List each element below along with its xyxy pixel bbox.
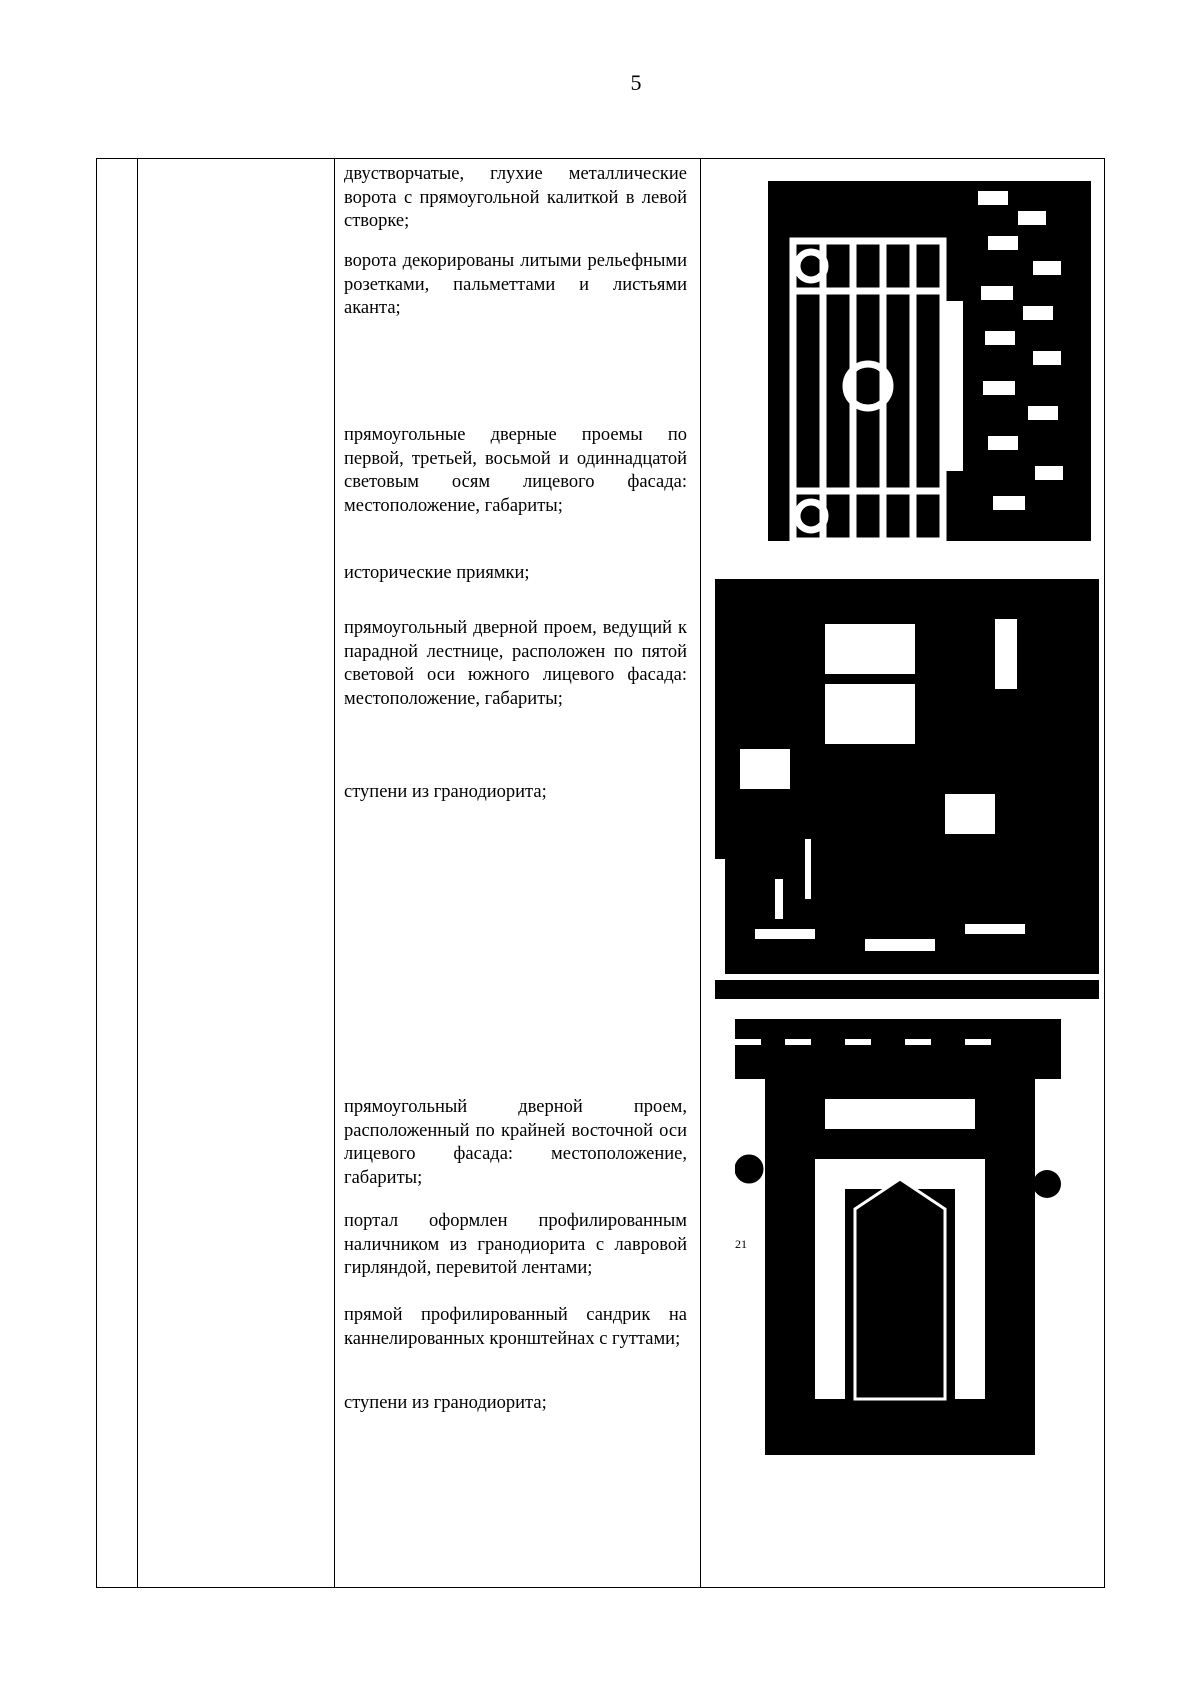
column-object-cell xyxy=(138,159,335,1588)
paragraph-stair-doorway: прямоугольный дверной проем, ведущий к парадной лестнице, расположен по пятой световой оси южного лицевого фасада: местоположение, габариты; xyxy=(344,618,687,709)
paragraph-pits: исторические приямки; xyxy=(344,563,530,583)
column-number-cell xyxy=(97,159,138,1588)
paragraph-sandrik: прямой профилированный сандрик на каннелированных кронштейнах с гуттами; xyxy=(344,1305,687,1349)
metal-gate-photo xyxy=(723,181,1091,591)
heritage-table xyxy=(96,158,1105,1588)
paragraph-gates: двустворчатые, глухие металлические ворота с прямоугольной калиткой в левой створке; xyxy=(344,164,687,231)
column-photos-cell xyxy=(701,159,1105,1588)
paragraph-doorways: прямоугольные дверные проемы по первой, третьей, восьмой и одиннадцатой световым осям лицевого фасада: местоположение, габариты; xyxy=(344,425,687,516)
page-number: 5 xyxy=(630,70,642,95)
paragraph-gate-decor: ворота декорированы литыми рельефными розетками, пальметтами и листьями аканта; xyxy=(344,251,687,318)
stair-doorway-photo xyxy=(715,579,1099,999)
column-description-cell xyxy=(335,159,701,1588)
photo-mark: 21 xyxy=(735,1237,747,1251)
paragraph-portal: портал оформлен профилированным наличником из гранодиорита с лавровой гирляндой, перевитой лентами; xyxy=(344,1211,687,1278)
paragraph-steps-2: ступени из гранодиорита; xyxy=(344,1393,547,1413)
paragraph-steps-1: ступени из гранодиорита; xyxy=(344,782,547,802)
portal-doorway-photo xyxy=(735,1019,1061,1455)
paragraph-east-doorway: прямоугольный дверной проем, расположенный по крайней восточной оси лицевого фасада: местоположение, габариты; xyxy=(344,1097,687,1188)
